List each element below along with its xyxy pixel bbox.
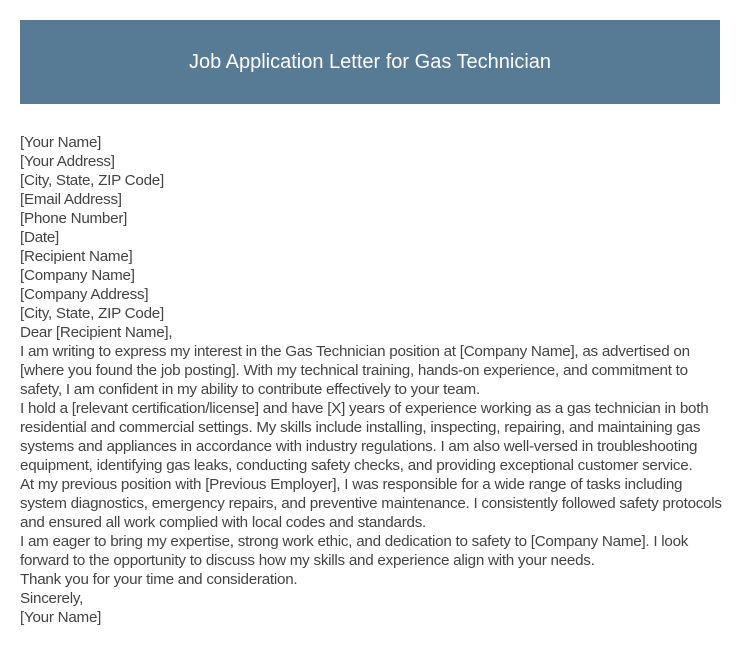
recipient-company-address: [Company Address] — [20, 286, 149, 303]
paragraph-intro: I am writing to express my interest in the Gas Technician position at [Company Name], as advertised on [where you found the job posting]. With my technical training, hands-on experience, and commitment to safety, I am confident in my ability to contribute effectively to your team. — [20, 343, 690, 398]
sender-email: [Email Address] — [20, 191, 122, 208]
page-header — [20, 20, 720, 104]
recipient-company: [Company Name] — [20, 267, 135, 284]
paragraph-experience: At my previous position with [Previous Employer], I was responsible for a wide range of tasks including system diagnostics, emergency repairs, and preventive maintenance. I consistently followed safety protocols and ensured all work complied with local codes and standards. — [20, 476, 722, 531]
page-title: Job Application Letter for Gas Technician — [188, 50, 552, 73]
salutation: Dear [Recipient Name], — [20, 324, 173, 341]
paragraph-closing: I am eager to bring my expertise, strong work ethic, and dedication to safety to [Company Name]. I look forward to the opportunity to discuss how my skills and experience align with your needs. — [20, 533, 689, 569]
recipient-name: [Recipient Name] — [20, 248, 133, 265]
paragraph-qualifications: I hold a [relevant certification/license] and have [X] years of experience working as a gas technician in both residential and commercial settings. My skills include installing, inspecting, repairing, and maintaining gas systems and appliances in accordance with industry regulations. I am also well-versed in troubleshooting equipment, identifying gas leaks, conducting safety checks, and providing exceptional customer service. — [20, 400, 709, 474]
paragraph-thanks: Thank you for your time and consideration. — [20, 571, 298, 588]
recipient-city-state-zip: [City, State, ZIP Code] — [20, 305, 164, 322]
sender-name: [Your Name] — [20, 134, 102, 151]
closing: Sincerely, — [20, 590, 84, 607]
letter-body — [20, 133, 724, 627]
sender-city-state-zip: [City, State, ZIP Code] — [20, 172, 164, 189]
sender-address: [Your Address] — [20, 153, 115, 170]
signature: [Your Name] — [20, 609, 102, 626]
letter-date: [Date] — [20, 229, 60, 246]
sender-phone: [Phone Number] — [20, 210, 128, 227]
